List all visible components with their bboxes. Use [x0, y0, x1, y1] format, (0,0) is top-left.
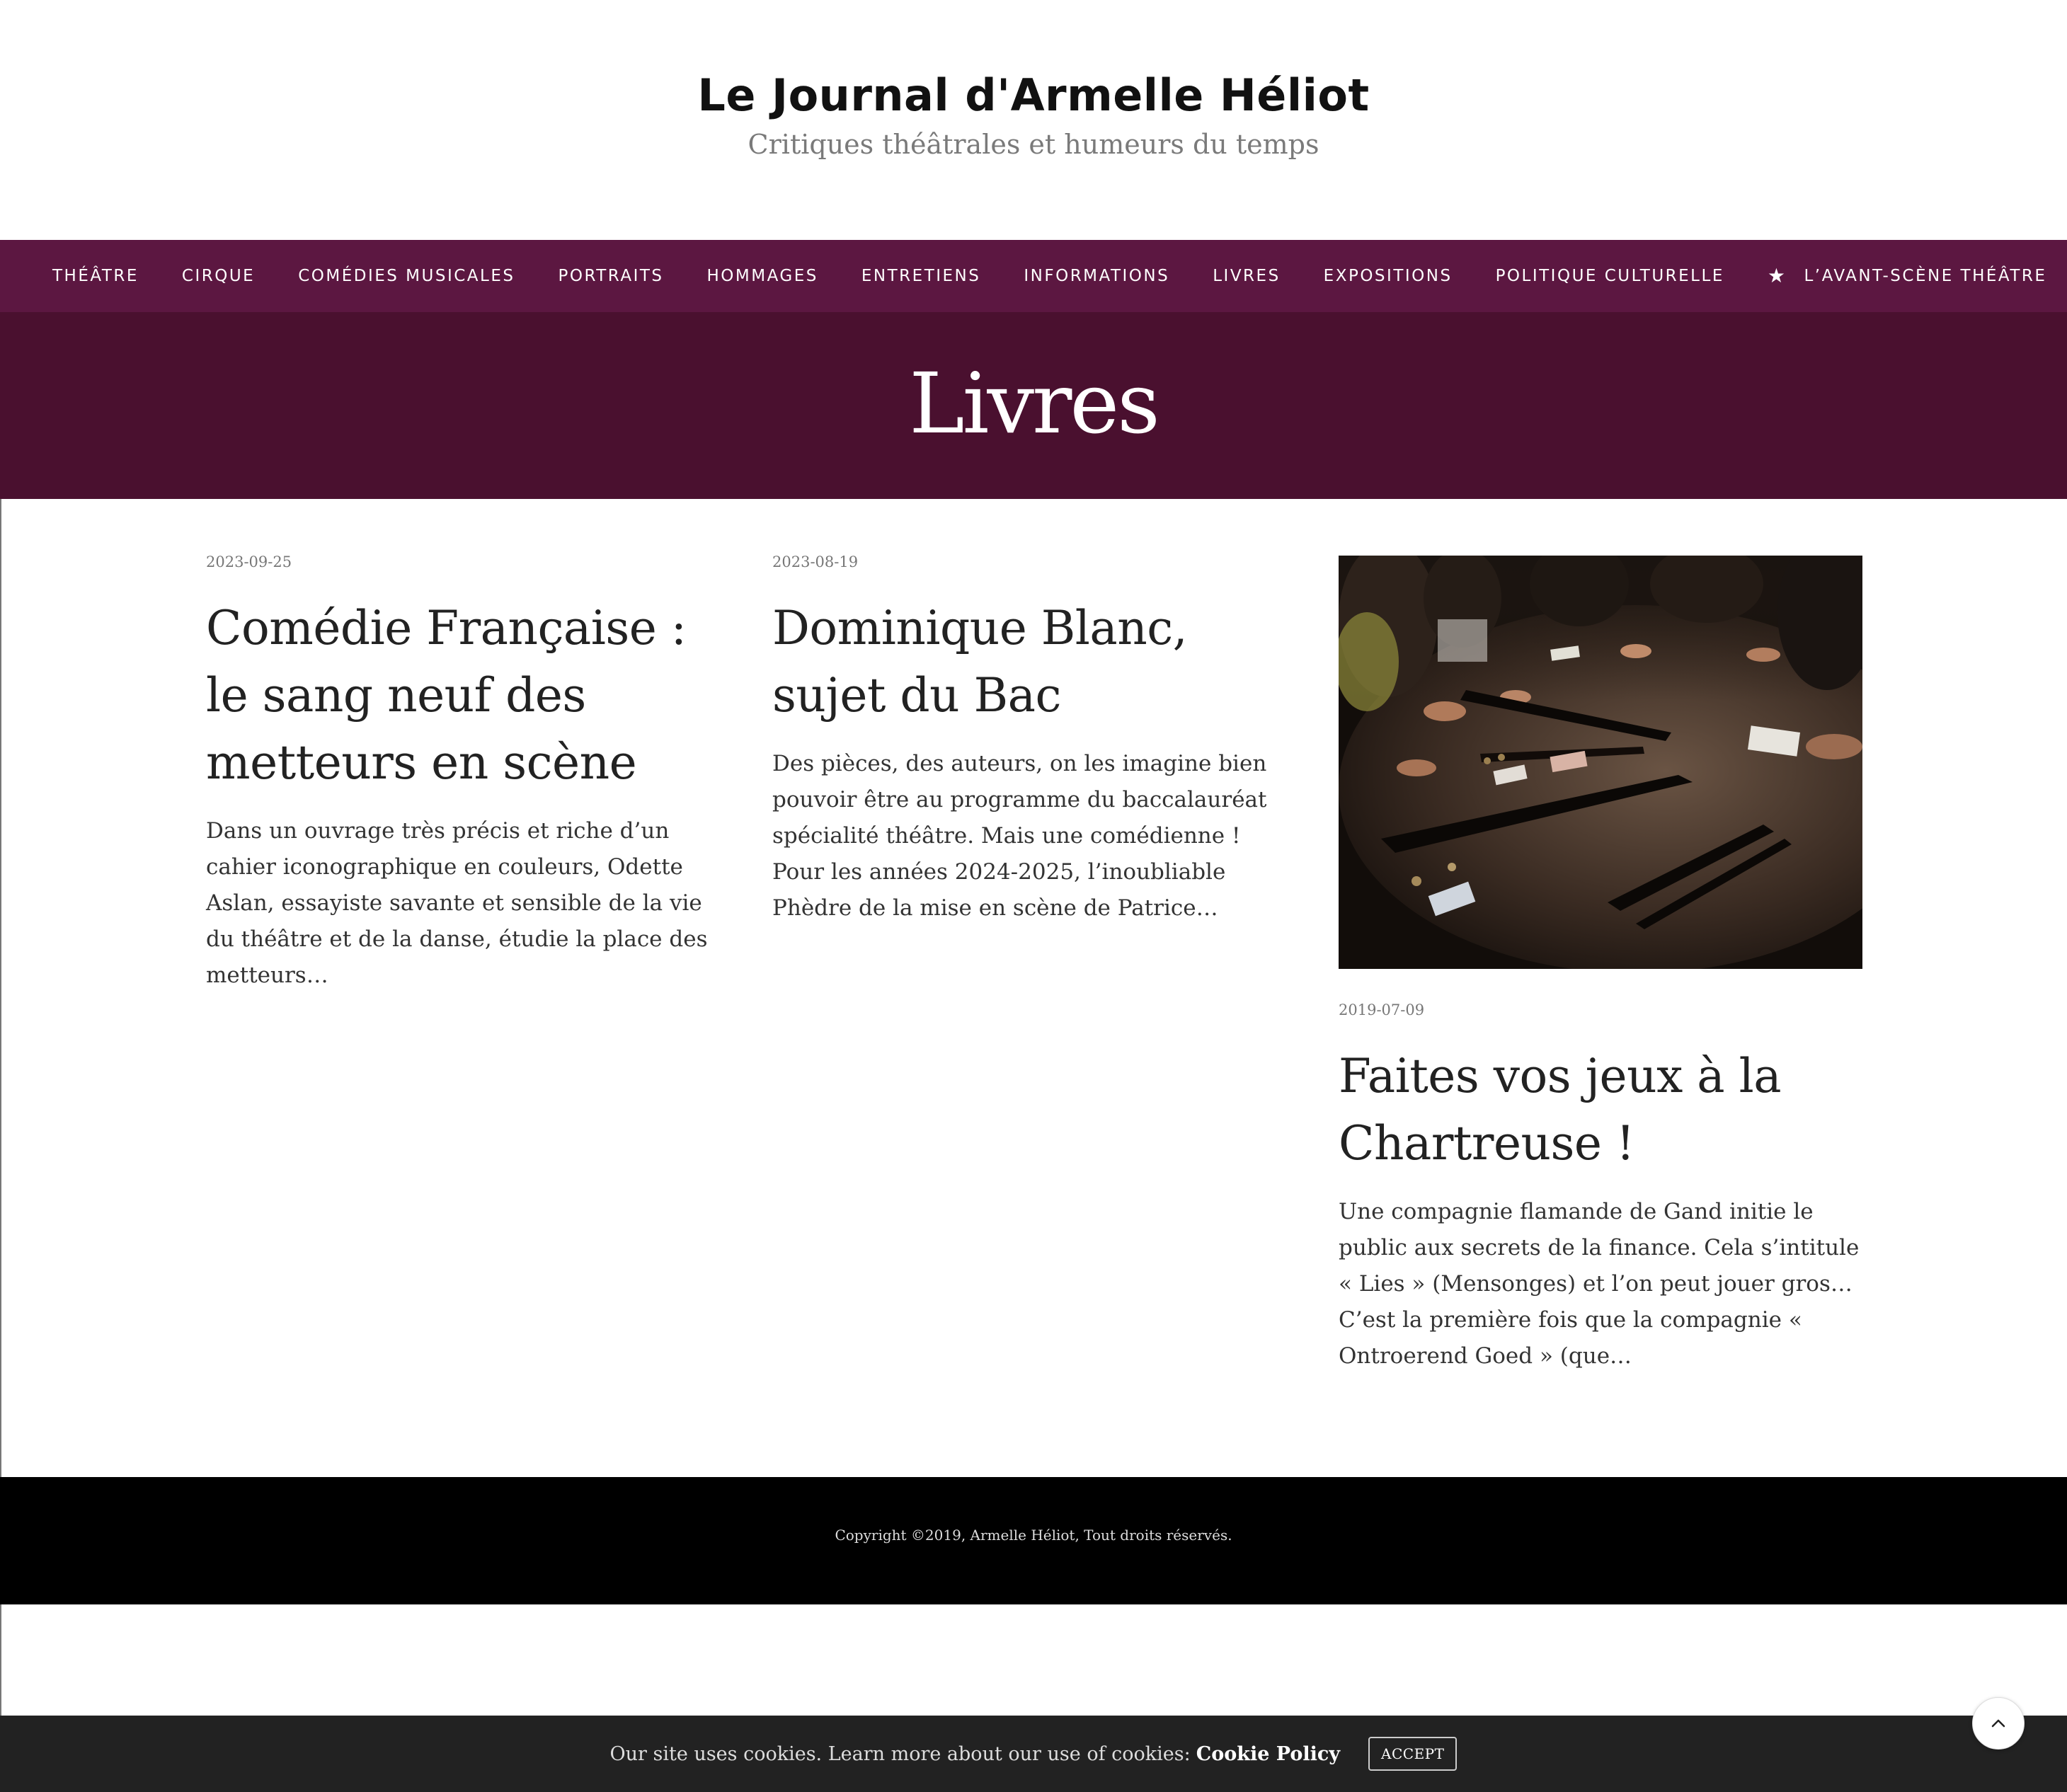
post-date[interactable]: 2019-07-09 — [1339, 1001, 1425, 1018]
nav-item-livres[interactable]: LIVRES — [1213, 267, 1281, 285]
post-card — [1339, 556, 1862, 1374]
post-card — [772, 553, 1289, 926]
page-title: Livres — [909, 355, 1158, 452]
site-tagline: Critiques théâtrales et humeurs du temps — [748, 129, 1319, 160]
post-excerpt: Des pièces, des auteurs, on les imagine bien pouvoir être au programme du baccalauréat spécialité théâtre. Mais une comédienne ! Pour les années 2024-2025, l’inoubliable Phèdre de la mise en scène de Patrice… — [772, 751, 1267, 921]
nav-item-portraits[interactable]: PORTRAITS — [558, 267, 664, 285]
footer-copyright: Copyright ©2019, Armelle Héliot, Tout droits réservés. — [835, 1527, 1232, 1544]
post-title[interactable]: Dominique Blanc, sujet du Bac — [772, 601, 1188, 723]
site-title[interactable]: Le Journal d'Armelle Héliot — [697, 69, 1370, 121]
post-title[interactable]: Comédie Française : le sang neuf des metteurs en scène — [206, 601, 687, 790]
post-excerpt: Une compagnie flamande de Gand initie le public aux secrets de la finance. Cela s’intitule « Lies » (Mensonges) et l’on peut jouer gros… C’est la première fois que la compagnie « Ontroerend Goed » (que… — [1339, 1199, 1860, 1369]
nav-item-hommages[interactable]: HOMMAGES — [706, 267, 818, 285]
nav-item-expositions[interactable]: EXPOSITIONS — [1323, 267, 1453, 285]
nav-item-informations[interactable]: INFORMATIONS — [1024, 267, 1170, 285]
post-date[interactable]: 2023-09-25 — [206, 553, 292, 570]
nav-item-politique-culturelle[interactable]: POLITIQUE CULTURELLE — [1495, 267, 1724, 285]
post-date[interactable]: 2023-08-19 — [772, 553, 859, 570]
page-banner — [0, 312, 2067, 499]
nav-item-theatre[interactable]: THÉÂTRE — [52, 267, 139, 285]
main-nav — [0, 240, 2067, 312]
chevron-up-icon — [1988, 1713, 2008, 1733]
cookie-accept-button[interactable]: ACCEPT — [1368, 1737, 1457, 1771]
site-header — [0, 0, 2067, 240]
site-footer — [0, 1477, 2067, 1604]
nav-item-avant-scene-theatre[interactable] — [1768, 266, 2047, 286]
cookie-policy-link[interactable]: Cookie Policy — [1196, 1742, 1341, 1765]
post-excerpt: Dans un ouvrage très précis et riche d’un cahier iconographique en couleurs, Odette Aslan, essayiste savante et sensible de la vie du théâtre et de la danse, étudie la place des metteurs… — [206, 818, 708, 988]
post-thumbnail-image[interactable] — [1339, 556, 1862, 969]
nav-item-avant-scene-label: L’AVANT-SCÈNE THÉÂTRE — [1804, 267, 2047, 285]
back-to-top-button[interactable] — [1972, 1697, 2025, 1750]
nav-item-comedies-musicales[interactable]: COMÉDIES MUSICALES — [298, 267, 515, 285]
cookie-message: Our site uses cookies. Learn more about our use of cookies: — [609, 1742, 1191, 1765]
nav-item-cirque[interactable]: CIRQUE — [181, 267, 256, 285]
cookie-banner — [0, 1716, 2067, 1792]
star-icon: ★ — [1767, 264, 1787, 287]
post-card — [206, 553, 723, 994]
post-title[interactable]: Faites vos jeux à la Chartreuse ! — [1339, 1049, 1782, 1171]
nav-item-entretiens[interactable]: ENTRETIENS — [861, 267, 981, 285]
